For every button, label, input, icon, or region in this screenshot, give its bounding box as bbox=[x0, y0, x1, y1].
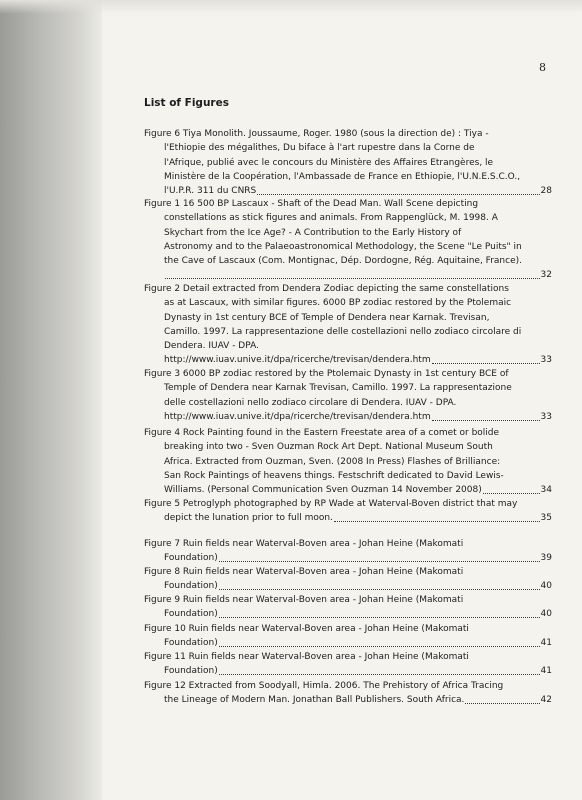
figure-caption-first-line: Figure 2 Detail extracted from Dendera Zodiac depicting the same constellations bbox=[144, 284, 509, 294]
dot-leader bbox=[219, 551, 540, 562]
figure-entry bbox=[144, 367, 552, 424]
figure-caption-line: as at Lascaux, with similar figures. 6000 BP zodiac restored by the Ptolemaic bbox=[164, 298, 512, 309]
figure-page-number: 42 bbox=[540, 695, 552, 706]
figure-caption-final-text: Foundation) bbox=[164, 581, 218, 592]
figure-caption-line: delle costellazioni nello zodiaco circolare di Dendera. IUAV - DPA. bbox=[164, 397, 457, 408]
dot-leader bbox=[432, 353, 540, 364]
dot-leader bbox=[165, 268, 540, 279]
figure-entry bbox=[144, 127, 552, 198]
figure-caption-final-text: Foundation) bbox=[164, 666, 218, 677]
figure-caption-line: Dynasty in 1st century BCE of Temple of Dendera near Karnak. Trevisan, bbox=[164, 312, 490, 323]
figure-caption-final-text: depict the lunation prior to full moon. bbox=[164, 513, 333, 524]
dot-leader bbox=[219, 636, 540, 647]
figure-entry bbox=[144, 426, 552, 497]
figure-caption-line: the Cave of Lascaux (Com. Montignac, Dép. Dordogne, Rég. Aquitaine, France). bbox=[164, 256, 522, 267]
figure-caption-line: Africa. Extracted from Ouzman, Sven. (2008 In Press) Flashes of Brilliance: bbox=[164, 456, 501, 467]
figure-caption-final-text: Williams. (Personal Communication Sven Ouzman 14 November 2008) bbox=[164, 485, 482, 496]
figure-caption-first-line: Figure 10 Ruin fields near Waterval-Boven area - Johan Heine (Makomati bbox=[144, 624, 469, 634]
figure-leader-line bbox=[144, 483, 552, 497]
dot-leader bbox=[465, 693, 539, 704]
figure-caption-line: Dendera. IUAV - DPA. bbox=[164, 341, 259, 352]
figure-entry bbox=[144, 622, 552, 651]
figure-caption-first-line: Figure 4 Rock Painting found in the Eastern Freestate area of a comet or bolide bbox=[144, 428, 500, 438]
figure-caption-final-text: the Lineage of Modern Man. Jonathan Ball Publishers. South Africa. bbox=[164, 695, 465, 706]
figure-caption-line: San Rock Paintings of heavens things. Festschrift dedicated to David Lewis- bbox=[164, 470, 504, 481]
figure-caption-final-text: http://www.iuav.unive.it/dpa/ricerche/trevisan/dendera.htm bbox=[164, 355, 431, 366]
figure-caption-line: breaking into two - Sven Ouzman Rock Art Dept. National Museum South bbox=[164, 442, 493, 453]
figure-leader-line bbox=[144, 664, 552, 678]
figure-entry bbox=[144, 537, 552, 566]
dot-leader bbox=[432, 410, 540, 421]
dot-leader bbox=[257, 184, 539, 195]
figure-caption-first-line: Figure 9 Ruin fields near Waterval-Boven area - Johan Heine (Makomati bbox=[144, 595, 464, 605]
figure-leader-line bbox=[144, 511, 552, 525]
figure-caption-first-line: Figure 3 6000 BP zodiac restored by the Ptolemaic Dynasty in 1st century BCE of bbox=[144, 369, 509, 379]
figure-leader-line bbox=[144, 410, 552, 424]
figure-page-number: 32 bbox=[540, 270, 552, 281]
figure-leader-line bbox=[144, 551, 552, 565]
figure-caption-first-line: Figure 6 Tiya Monolith. Joussaume, Roger. 1980 (sous la direction de) : Tiya - bbox=[144, 129, 489, 139]
figure-entry bbox=[144, 197, 552, 283]
figure-caption-final-text: l'U.P.R. 311 du CNRS bbox=[164, 186, 257, 197]
page-number: 8 bbox=[539, 61, 546, 74]
dot-leader bbox=[219, 579, 540, 590]
figure-entry bbox=[144, 497, 552, 526]
figure-page-number: 41 bbox=[540, 638, 552, 649]
figure-caption-final-text: Foundation) bbox=[164, 553, 218, 564]
figure-caption-line: Temple of Dendera near Karnak Trevisan, Camillo. 1997. La rappresentazione bbox=[164, 383, 512, 394]
figure-caption-line: constellations as stick figures and animals. From Rappenglück, M. 1998. A bbox=[164, 213, 498, 224]
figure-caption-line: l'Afrique, publié avec le concours du Ministère des Affaires Etrangères, le bbox=[164, 157, 494, 168]
figure-caption-first-line: Figure 11 Ruin fields near Waterval-Boven area - Johan Heine (Makomati bbox=[144, 652, 469, 662]
dot-leader bbox=[219, 607, 540, 618]
figure-caption-final-text: http://www.iuav.unive.it/dpa/ricerche/trevisan/dendera.htm bbox=[164, 411, 431, 422]
figure-leader-line bbox=[144, 607, 552, 621]
list-of-figures-heading: List of Figures bbox=[144, 97, 229, 109]
figure-entry bbox=[144, 679, 552, 708]
figure-leader-line bbox=[144, 353, 552, 367]
figure-entry bbox=[144, 650, 552, 679]
figure-page-number: 28 bbox=[540, 186, 552, 197]
figure-page-number: 39 bbox=[540, 553, 552, 564]
figure-caption-first-line: Figure 8 Ruin fields near Waterval-Boven area - Johan Heine (Makomati bbox=[144, 567, 464, 577]
figure-caption-first-line: Figure 5 Petroglyph photographed by RP Wade at Waterval-Boven district that may bbox=[144, 499, 518, 509]
figure-entry bbox=[144, 565, 552, 594]
figure-caption-first-line: Figure 1 16 500 BP Lascaux - Shaft of the Dead Man. Wall Scene depicting bbox=[144, 199, 479, 209]
figure-caption-line: l'Ethiopie des mégalithes, Du biface à l'art rupestre dans la Corne de bbox=[164, 143, 475, 154]
figure-caption-line: Ministère de la Coopération, l'Ambassade de France en Ethiopie, l'U.N.E.S.C.O., bbox=[164, 171, 521, 182]
figure-caption-line: Camillo. 1997. La rappresentazione delle costellazioni nello zodiaco circolare di bbox=[164, 326, 522, 337]
dot-leader bbox=[483, 483, 540, 494]
figure-leader-line bbox=[144, 693, 552, 707]
figure-caption-first-line: Figure 7 Ruin fields near Waterval-Boven area - Johan Heine (Makomati bbox=[144, 539, 464, 549]
figure-leader-line bbox=[144, 268, 552, 282]
dot-leader bbox=[219, 664, 540, 675]
figure-page-number: 40 bbox=[540, 609, 552, 620]
figure-caption-line: Skychart from the Ice Age? - A Contribution to the Early History of bbox=[164, 227, 462, 238]
figure-page-number: 33 bbox=[540, 411, 552, 422]
figure-leader-line bbox=[144, 579, 552, 593]
figure-entry bbox=[144, 282, 552, 368]
figure-leader-line bbox=[144, 636, 552, 650]
figure-page-number: 41 bbox=[540, 666, 552, 677]
figure-caption-final-text: Foundation) bbox=[164, 638, 218, 649]
figure-entry bbox=[144, 593, 552, 622]
figure-caption-line: Astronomy and to the Palaeoastronomical Methodology, the Scene "Le Puits" in bbox=[164, 241, 522, 252]
figure-caption-final-text: Foundation) bbox=[164, 609, 218, 620]
figure-caption-first-line: Figure 12 Extracted from Soodyall, Himla. 2006. The Prehistory of Africa Tracing bbox=[144, 681, 504, 691]
figure-page-number: 34 bbox=[540, 485, 552, 496]
dot-leader bbox=[334, 511, 540, 522]
figure-page-number: 35 bbox=[540, 513, 552, 524]
figure-page-number: 40 bbox=[540, 581, 552, 592]
figure-page-number: 33 bbox=[540, 355, 552, 366]
